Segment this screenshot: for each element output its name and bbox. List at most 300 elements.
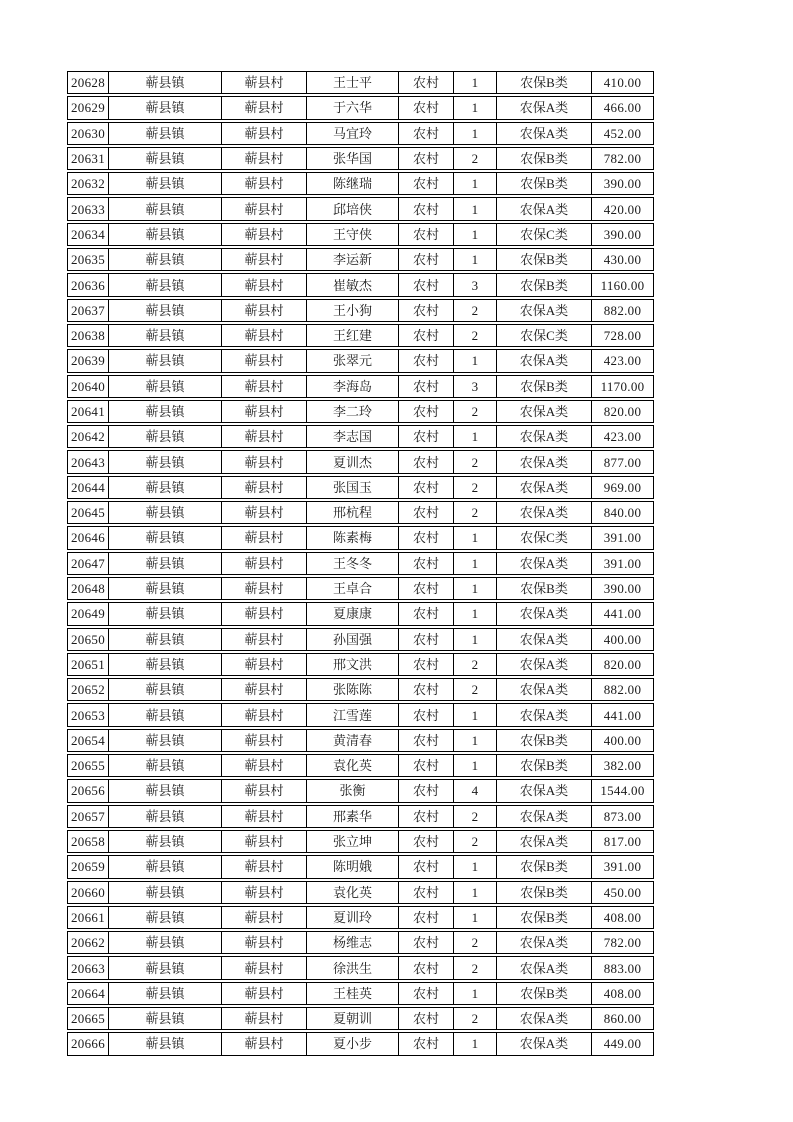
table-row	[67, 754, 654, 777]
cell-seq: 20648	[68, 578, 109, 599]
cell-seq: 20664	[68, 983, 109, 1004]
cell-seq: 20633	[68, 198, 109, 219]
cell-amount: 390.00	[603, 226, 642, 242]
cell-name: 徐洪生	[307, 957, 399, 978]
cell-residence: 农村	[399, 451, 454, 472]
cell-category: 农保B类	[497, 376, 592, 397]
cell-category: 农保B类	[497, 578, 592, 599]
cell-count: 3	[454, 274, 497, 295]
cell-name: 王桂英	[307, 983, 399, 1004]
cell-residence: 农村	[399, 198, 454, 219]
cell-amount: 969.00	[603, 479, 642, 495]
cell-category: 农保A类	[497, 123, 592, 144]
table-row	[67, 476, 654, 499]
cell-town: 蕲县镇	[109, 426, 222, 447]
cell-village: 蕲县村	[222, 806, 307, 827]
cell-amount: 400.00	[603, 732, 642, 748]
cell-category: 农保B类	[497, 907, 592, 928]
cell-category: 农保B类	[497, 148, 592, 169]
cell-seq: 20629	[68, 97, 109, 118]
cell-category: 农保B类	[497, 72, 592, 93]
cell-town: 蕲县镇	[109, 451, 222, 472]
cell-name: 李志国	[307, 426, 399, 447]
cell-name: 杨维志	[307, 932, 399, 953]
cell-amount: 420.00	[603, 201, 642, 217]
cell-residence: 农村	[399, 806, 454, 827]
cell-town: 蕲县镇	[109, 72, 222, 93]
cell-seq: 20650	[68, 629, 109, 650]
cell-amount: 452.00	[603, 125, 642, 141]
cell-village: 蕲县村	[222, 274, 307, 295]
cell-amount: 382.00	[603, 758, 642, 774]
cell-village: 蕲县村	[222, 350, 307, 371]
cell-name: 孙国强	[307, 629, 399, 650]
cell-name: 王守侠	[307, 224, 399, 245]
cell-town: 蕲县镇	[109, 704, 222, 725]
table-row	[67, 830, 654, 853]
cell-name: 张陈陈	[307, 679, 399, 700]
cell-town: 蕲县镇	[109, 249, 222, 270]
table-row	[67, 122, 654, 145]
cell-town: 蕲县镇	[109, 578, 222, 599]
cell-count: 2	[454, 401, 497, 422]
cell-seq: 20662	[68, 932, 109, 953]
cell-seq: 20630	[68, 123, 109, 144]
cell-village: 蕲县村	[222, 325, 307, 346]
cell-amount: 449.00	[603, 1036, 642, 1052]
cell-amount: 391.00	[603, 555, 642, 571]
cell-category: 农保A类	[497, 502, 592, 523]
cell-village: 蕲县村	[222, 603, 307, 624]
cell-residence: 农村	[399, 426, 454, 447]
table-row	[67, 71, 654, 94]
cell-village: 蕲县村	[222, 882, 307, 903]
table-row	[67, 324, 654, 347]
cell-count: 1	[454, 350, 497, 371]
cell-category: 农保A类	[497, 654, 592, 675]
cell-count: 1	[454, 553, 497, 574]
cell-village: 蕲县村	[222, 173, 307, 194]
cell-town: 蕲县镇	[109, 274, 222, 295]
table-row	[67, 526, 654, 549]
cell-village: 蕲县村	[222, 957, 307, 978]
table-row	[67, 375, 654, 398]
cell-village: 蕲县村	[222, 780, 307, 801]
cell-village: 蕲县村	[222, 477, 307, 498]
cell-residence: 农村	[399, 907, 454, 928]
cell-town: 蕲县镇	[109, 730, 222, 751]
cell-town: 蕲县镇	[109, 198, 222, 219]
cell-name: 王卓合	[307, 578, 399, 599]
table-row	[67, 1032, 654, 1055]
cell-category: 农保A类	[497, 553, 592, 574]
cell-town: 蕲县镇	[109, 325, 222, 346]
cell-residence: 农村	[399, 72, 454, 93]
cell-village: 蕲县村	[222, 831, 307, 852]
cell-count: 1	[454, 983, 497, 1004]
cell-seq: 20665	[68, 1008, 109, 1029]
cell-count: 2	[454, 957, 497, 978]
cell-seq: 20660	[68, 882, 109, 903]
cell-town: 蕲县镇	[109, 806, 222, 827]
cell-name: 袁化英	[307, 882, 399, 903]
table-row	[67, 779, 654, 802]
cell-name: 夏康康	[307, 603, 399, 624]
cell-count: 1	[454, 704, 497, 725]
cell-name: 邱培侠	[307, 198, 399, 219]
cell-count: 1	[454, 603, 497, 624]
cell-category: 农保B类	[497, 173, 592, 194]
cell-name: 张华国	[307, 148, 399, 169]
table-row	[67, 197, 654, 220]
cell-count: 3	[454, 376, 497, 397]
table-row	[67, 956, 654, 979]
table-row	[67, 729, 654, 752]
cell-town: 蕲县镇	[109, 300, 222, 321]
cell-count: 2	[454, 654, 497, 675]
cell-name: 邢杭程	[307, 502, 399, 523]
cell-name: 黄清春	[307, 730, 399, 751]
table-row	[67, 805, 654, 828]
cell-amount: 882.00	[603, 302, 642, 318]
cell-name: 陈继瑞	[307, 173, 399, 194]
cell-name: 马宜玲	[307, 123, 399, 144]
table-row	[67, 1007, 654, 1030]
cell-category: 农保A类	[497, 704, 592, 725]
cell-name: 袁化英	[307, 755, 399, 776]
cell-amount: 400.00	[603, 631, 642, 647]
cell-seq: 20666	[68, 1033, 109, 1054]
cell-name: 张立坤	[307, 831, 399, 852]
cell-residence: 农村	[399, 755, 454, 776]
cell-residence: 农村	[399, 376, 454, 397]
cell-amount: 450.00	[603, 884, 642, 900]
cell-town: 蕲县镇	[109, 907, 222, 928]
table-row	[67, 906, 654, 929]
cell-amount: 1170.00	[600, 378, 645, 394]
cell-amount: 391.00	[603, 859, 642, 875]
cell-village: 蕲县村	[222, 401, 307, 422]
cell-count: 2	[454, 831, 497, 852]
cell-village: 蕲县村	[222, 1033, 307, 1054]
cell-count: 1	[454, 730, 497, 751]
cell-category: 农保A类	[497, 97, 592, 118]
cell-name: 于六华	[307, 97, 399, 118]
cell-count: 1	[454, 907, 497, 928]
cell-seq: 20652	[68, 679, 109, 700]
cell-residence: 农村	[399, 300, 454, 321]
cell-name: 夏朝训	[307, 1008, 399, 1029]
table-row	[67, 147, 654, 170]
cell-category: 农保B类	[497, 856, 592, 877]
cell-amount: 423.00	[603, 429, 642, 445]
cell-category: 农保A类	[497, 426, 592, 447]
cell-town: 蕲县镇	[109, 401, 222, 422]
cell-residence: 农村	[399, 97, 454, 118]
cell-seq: 20631	[68, 148, 109, 169]
cell-seq: 20646	[68, 527, 109, 548]
cell-amount: 860.00	[603, 1011, 642, 1027]
cell-name: 邢素华	[307, 806, 399, 827]
cell-town: 蕲县镇	[109, 629, 222, 650]
cell-village: 蕲县村	[222, 654, 307, 675]
cell-category: 农保A类	[497, 831, 592, 852]
cell-village: 蕲县村	[222, 1008, 307, 1029]
cell-village: 蕲县村	[222, 578, 307, 599]
cell-seq: 20658	[68, 831, 109, 852]
cell-category: 农保C类	[497, 224, 592, 245]
cell-village: 蕲县村	[222, 72, 307, 93]
cell-village: 蕲县村	[222, 123, 307, 144]
cell-category: 农保C类	[497, 325, 592, 346]
cell-town: 蕲县镇	[109, 477, 222, 498]
cell-town: 蕲县镇	[109, 97, 222, 118]
cell-name: 李海岛	[307, 376, 399, 397]
cell-amount: 1544.00	[600, 783, 645, 799]
cell-category: 农保A类	[497, 300, 592, 321]
cell-village: 蕲县村	[222, 249, 307, 270]
records-table	[67, 71, 654, 1058]
cell-amount: 430.00	[603, 252, 642, 268]
cell-residence: 农村	[399, 983, 454, 1004]
cell-name: 张衡	[307, 780, 399, 801]
cell-residence: 农村	[399, 932, 454, 953]
cell-residence: 农村	[399, 1008, 454, 1029]
cell-count: 4	[454, 780, 497, 801]
cell-count: 1	[454, 97, 497, 118]
cell-residence: 农村	[399, 350, 454, 371]
table-row	[67, 982, 654, 1005]
cell-count: 1	[454, 629, 497, 650]
cell-count: 1	[454, 198, 497, 219]
cell-seq: 20641	[68, 401, 109, 422]
cell-category: 农保B类	[497, 882, 592, 903]
cell-seq: 20643	[68, 451, 109, 472]
cell-village: 蕲县村	[222, 907, 307, 928]
cell-category: 农保A类	[497, 780, 592, 801]
cell-residence: 农村	[399, 477, 454, 498]
cell-count: 1	[454, 123, 497, 144]
table-row	[67, 223, 654, 246]
cell-name: 夏训杰	[307, 451, 399, 472]
cell-amount: 820.00	[603, 404, 642, 419]
cell-name: 夏小步	[307, 1033, 399, 1054]
cell-category: 农保A类	[497, 198, 592, 219]
table-row	[67, 450, 654, 473]
cell-category: 农保C类	[497, 527, 592, 548]
cell-category: 农保A类	[497, 806, 592, 827]
cell-residence: 农村	[399, 224, 454, 245]
cell-seq: 20634	[68, 224, 109, 245]
cell-category: 农保A类	[497, 350, 592, 371]
cell-seq: 20636	[68, 274, 109, 295]
cell-count: 1	[454, 173, 497, 194]
cell-count: 1	[454, 1033, 497, 1054]
cell-town: 蕲县镇	[109, 856, 222, 877]
cell-seq: 20647	[68, 553, 109, 574]
cell-town: 蕲县镇	[109, 654, 222, 675]
table-row	[67, 273, 654, 296]
cell-count: 1	[454, 72, 497, 93]
cell-count: 2	[454, 502, 497, 523]
cell-residence: 农村	[399, 325, 454, 346]
cell-count: 2	[454, 148, 497, 169]
cell-seq: 20632	[68, 173, 109, 194]
table-row	[67, 425, 654, 448]
cell-residence: 农村	[399, 856, 454, 877]
cell-town: 蕲县镇	[109, 502, 222, 523]
cell-residence: 农村	[399, 173, 454, 194]
cell-town: 蕲县镇	[109, 527, 222, 548]
cell-town: 蕲县镇	[109, 350, 222, 371]
cell-residence: 农村	[399, 148, 454, 169]
cell-town: 蕲县镇	[109, 1008, 222, 1029]
table-row	[67, 855, 654, 878]
cell-amount: 882.00	[603, 682, 642, 698]
cell-name: 王小狗	[307, 300, 399, 321]
cell-residence: 农村	[399, 629, 454, 650]
cell-seq: 20656	[68, 780, 109, 801]
cell-count: 2	[454, 1008, 497, 1029]
cell-seq: 20642	[68, 426, 109, 447]
cell-residence: 农村	[399, 578, 454, 599]
table-row	[67, 552, 654, 575]
cell-count: 1	[454, 578, 497, 599]
cell-village: 蕲县村	[222, 198, 307, 219]
cell-seq: 20655	[68, 755, 109, 776]
table-row	[67, 400, 654, 423]
cell-residence: 农村	[399, 553, 454, 574]
cell-village: 蕲县村	[222, 97, 307, 118]
cell-amount: 817.00	[603, 834, 642, 850]
cell-amount: 782.00	[603, 935, 642, 951]
cell-count: 1	[454, 856, 497, 877]
cell-seq: 20628	[68, 72, 109, 93]
cell-amount: 820.00	[603, 656, 642, 672]
cell-name: 李运新	[307, 249, 399, 270]
cell-count: 1	[454, 527, 497, 548]
cell-name: 邢文洪	[307, 654, 399, 675]
cell-residence: 农村	[399, 1033, 454, 1054]
cell-town: 蕲县镇	[109, 932, 222, 953]
table-row	[67, 248, 654, 271]
cell-category: 农保B类	[497, 274, 592, 295]
cell-category: 农保A类	[497, 629, 592, 650]
cell-category: 农保B类	[497, 249, 592, 270]
cell-seq: 20653	[68, 704, 109, 725]
cell-category: 农保B类	[497, 983, 592, 1004]
cell-seq: 20651	[68, 654, 109, 675]
cell-category: 农保A类	[497, 477, 592, 498]
table-row	[67, 577, 654, 600]
table-row	[67, 172, 654, 195]
cell-name: 李二玲	[307, 401, 399, 422]
cell-town: 蕲县镇	[109, 603, 222, 624]
cell-village: 蕲县村	[222, 730, 307, 751]
cell-town: 蕲县镇	[109, 831, 222, 852]
cell-village: 蕲县村	[222, 376, 307, 397]
cell-category: 农保A类	[497, 1033, 592, 1054]
cell-seq: 20659	[68, 856, 109, 877]
cell-amount: 390.00	[603, 176, 642, 192]
cell-residence: 农村	[399, 654, 454, 675]
table-row	[67, 628, 654, 651]
cell-count: 2	[454, 451, 497, 472]
cell-residence: 农村	[399, 882, 454, 903]
cell-town: 蕲县镇	[109, 882, 222, 903]
cell-count: 1	[454, 882, 497, 903]
cell-category: 农保A类	[497, 401, 592, 422]
cell-town: 蕲县镇	[109, 553, 222, 574]
cell-count: 2	[454, 679, 497, 700]
cell-residence: 农村	[399, 274, 454, 295]
cell-seq: 20639	[68, 350, 109, 371]
cell-town: 蕲县镇	[109, 123, 222, 144]
cell-name: 江雪莲	[307, 704, 399, 725]
cell-category: 农保A类	[497, 603, 592, 624]
cell-category: 农保A类	[497, 957, 592, 978]
cell-seq: 20637	[68, 300, 109, 321]
cell-amount: 408.00	[603, 909, 642, 925]
table-row	[67, 96, 654, 119]
cell-count: 2	[454, 806, 497, 827]
cell-village: 蕲县村	[222, 553, 307, 574]
cell-seq: 20654	[68, 730, 109, 751]
table-row	[67, 678, 654, 701]
cell-amount: 391.00	[603, 530, 642, 546]
table-row	[67, 931, 654, 954]
table-row	[67, 299, 654, 322]
cell-count: 1	[454, 249, 497, 270]
cell-village: 蕲县村	[222, 451, 307, 472]
cell-town: 蕲县镇	[109, 148, 222, 169]
cell-amount: 728.00	[603, 328, 642, 344]
cell-category: 农保B类	[497, 755, 592, 776]
cell-name: 张翠元	[307, 350, 399, 371]
cell-amount: 408.00	[603, 985, 642, 1001]
cell-town: 蕲县镇	[109, 376, 222, 397]
cell-village: 蕲县村	[222, 629, 307, 650]
cell-village: 蕲县村	[222, 300, 307, 321]
cell-village: 蕲县村	[222, 679, 307, 700]
cell-residence: 农村	[399, 957, 454, 978]
cell-town: 蕲县镇	[109, 780, 222, 801]
cell-seq: 20638	[68, 325, 109, 346]
cell-category: 农保A类	[497, 451, 592, 472]
cell-residence: 农村	[399, 249, 454, 270]
cell-count: 2	[454, 477, 497, 498]
cell-seq: 20663	[68, 957, 109, 978]
cell-count: 2	[454, 932, 497, 953]
cell-amount: 441.00	[603, 707, 642, 723]
cell-residence: 农村	[399, 730, 454, 751]
cell-residence: 农村	[399, 704, 454, 725]
cell-count: 1	[454, 755, 497, 776]
cell-seq: 20645	[68, 502, 109, 523]
cell-name: 张国玉	[307, 477, 399, 498]
cell-town: 蕲县镇	[109, 224, 222, 245]
cell-category: 农保A类	[497, 1008, 592, 1029]
cell-village: 蕲县村	[222, 856, 307, 877]
cell-count: 1	[454, 426, 497, 447]
cell-name: 陈明娥	[307, 856, 399, 877]
cell-name: 王冬冬	[307, 553, 399, 574]
cell-town: 蕲县镇	[109, 983, 222, 1004]
cell-amount: 877.00	[603, 454, 642, 470]
cell-seq: 20635	[68, 249, 109, 270]
cell-village: 蕲县村	[222, 224, 307, 245]
cell-village: 蕲县村	[222, 932, 307, 953]
